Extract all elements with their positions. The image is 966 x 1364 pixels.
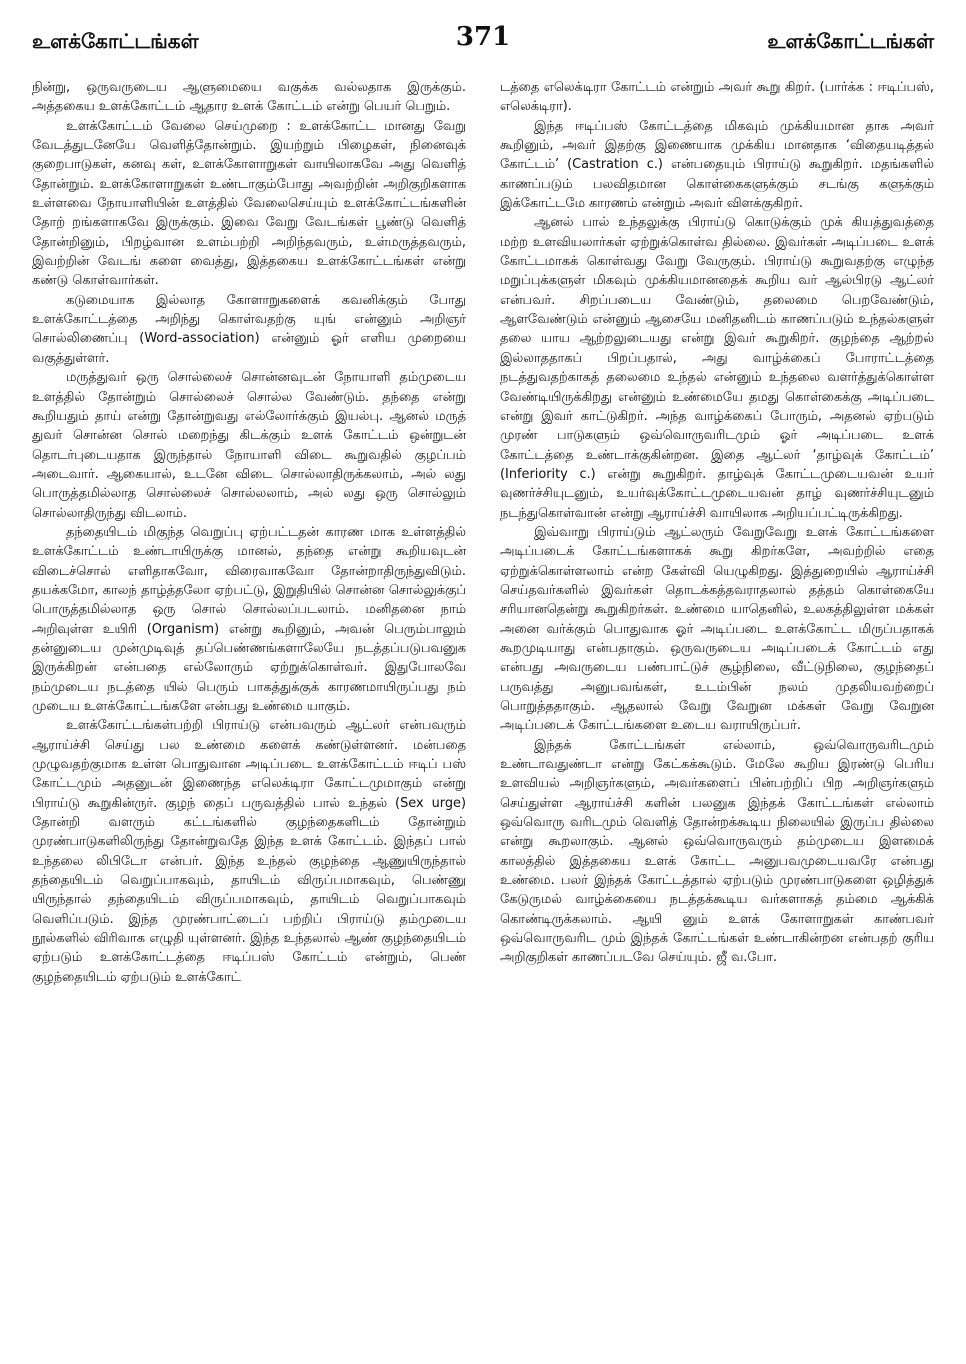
- paragraph: இவ்வாறு பிராய்டும் ஆட்லரும் வேறுவேறு உளக் கோட்டங்களை அடிப்படைக் கோட்டங்களாகக் கூறு கிறர்களே, அவற்றில் எதை ஏற்றுக்கொள்ளலாம் என்ற கேள்வி யெழுகிறது. இத்துறையில் ஆராய்ச்சி செய்தவர்களில் இவர்கள் தொடக்கத்தவராதலால் தத்தம் கொள்கையே சரியானதென்று கூறுகிறர்கள். உண்மை யாதெனில், உலகத்திலுள்ள மக்கள் அனை வர்க்கும் பொதுவாக ஓர் அடிப்படை உளக்கோட்ட மிருப்பதாகக் கூறமுடியாது என்பதாகும். ஒருவருடைய அடிப்படைக் கோட்டம் எது என்பது அவருடைய பண்பாட்டுச் சூழ்நிலை, வீட்டுநிலை, குழந்தைப் பருவத்து அனுபவங்கள், உடம்பின் நலம் முதலியவற்றைப் பொறுத்ததாகும். ஆதலால் வேறு வேறுன மக்கள் வேறு வேறுன அடிப்படைக் கோட்டங்களை உடைய வராயிருப்பர்.: [500, 524, 934, 734]
- paragraph: நின்று, ஒருவருடைய ஆளுமையை வகுக்க வல்லதாக இருக்கும். அத்தகைய உளக்கோட்டம் ஆதார உளக் கோட்டம் என்று பெயர் பெறும்.: [32, 80, 466, 115]
- paragraph: மருத்துவர் ஒரு சொல்லைச் சொன்னவுடன் நோயாளி தம்முடைய உளத்தில் தோன்றும் சொல்லைச் சொல்ல வேண்டும். தந்தை என்று கூறியதும் தாய் என்று தோன்றுவது எல்லோர்க்கும் இயல்பு. ஆனல் மருத் துவர் சொன்ன சொல் மறைந்து கிடக்கும் உளக் கோட்டம் ஒன்றுடன் தொடர்புடையதாக இருந்தால் நோயாளி விடை கூறுவதில் குழப்பம் அடைவார். ஆகையால், உடனே விடை சொல்லாதிருக்கலாம், அல் லது பொருத்தமில்லாத சொல்லைச் சொல்லலாம், அல் லது ஒரு சொல்லும் சொல்லாதிருந்து விடலாம்.: [32, 370, 466, 521]
- paragraph: ஆனல் பால் உந்தலுக்கு பிராய்டு கொடுக்கும் முக் கியத்துவத்தை மற்ற உளவியலார்கள் ஏற்றுக்கொள்வ தில்லை. இவர்கள் அடிப்படை உளக் கோட்டமாகக் கொள்வது வேறு வேருகும். பிராய்டு கூறுவதற்கு எழுந்த மறுப்புக்களுள் மிகவும் முக்கியமானதைக் கூறிய வர் ஆல்பிரடு ஆட்லர் என்பவர். சிறப்படைய வேண்டும், தலைமை பெறவேண்டும், ஆளவேண்டும் என்னும் ஆசையே மனிதனிடம் காணப்படும் உந்தல்களுள் தலை யாய ஆற்றலுடையது என்று இவர் கூறுகிறர். குழந்தை ஆற்றல் இல்லாததாகப் பிறப்பதால், அது வாழ்க்கைப் போராட்டத்தை நடத்துவதற்காகத் தலைமை உந்தல் என்னும் உந்தலை வளர்த்துக்கொள்ள வேண்டியிருக்கிறது என்னும் உண்மையே தமது கொள்கைக்கு அடிப்படை என்று இவர் காட்டுகிறர். அந்த வாழ்க்கைப் போரும், அதனல் ஏற்படும் முரண் பாடுகளும் ஒவ்வொருவரிடமும் ஓர் அடிப்படை உளக் கோட்டத்தை உண்டாக்குகின்றன. இதை ஆட்லர் ‘தாழ்வுக் கோட்டம்’ (Inferiority c.) என்று கூறுகிறர். தாழ்வுக் கோட்டமுடையவன் உயர் வுணர்ச்சியுடனும், உயர்வுக்கோட்டமுடையவன் தாழ் வுணர்ச்சியுடனும் நடந்துகொள்வான் என்று ஆராய்ச்சி வாயிலாக அறியப்பட்டிருக்கிறது.: [500, 215, 934, 521]
- paragraph: இந்தக் கோட்டங்கள் எல்லாம், ஒவ்வொருவரிடமும் உண்டாவதுண்டா என்று கேட்கக்கூடும். மேலே கூறிய இரண்டு பெரிய உளவியல் அறிஞர்களும், அவர்களைப் பின்பற்றிப் பிற அறிஞர்களும் செய்துள்ள ஆராய்ச்சி களின் பலனுக இந்தக் கோட்டங்கள் எல்லாம் ஒவ்வொரு வரிடமும் வெளித் தோன்றக்கூடிய நிலையில் இருப்ப தில்லை என்று கூறலாகும். ஆனல் ஒவ்வொருவரும் தம்முடைய இளமைக் காலத்தில் இத்தகைய உளக் கோட்ட அனுபவமுடையவரே என்பது உண்மை. பலர் இந்தக் கோட்டத்தால் ஏற்படும் முரண்பாடுகளை ஒழித்துக் கேடுருமல் வாழ்க்கையை நடத்தக்கூடிய வர்களாகத் தம்மை ஆக்கிக் கொண்டிருக்கலாம். ஆயி னும் உளக் கோளாறுகள் காண்பவர் ஒவ்வொருவரிட மும் இந்தக் கோட்டங்கள் உண்டாகின்றன என்பதற் குரிய அறிகுறிகள் காணப்படவே செய்யும். ஜீ வ.போ.: [500, 737, 934, 966]
- paragraph: டத்தை எலெக்டிரா கோட்டம் என்றும் அவர் கூறு கிறர். (பார்க்க : ஈடிப்பஸ், எலெக்டிரா).: [500, 80, 934, 115]
- left-column: [32, 78, 466, 1350]
- paragraph: தந்தையிடம் மிகுந்த வெறுப்பு ஏற்பட்டதன் காரண மாக உள்ளத்தில் உளக்கோட்டம் உண்டாயிருக்கு மானல், தந்தை என்று கூறியவுடன் விடைச்சொல் எளிதாகவோ, விரைவாகவோ தோன்றாதிருந்துவிடும். தயக்கமோ, காலந் தாழ்த்தலோ ஏற்பட்டு, இறுதியில் சொன்ன சொல்லுக்குப் பொருத்தமில்லாத ஒரு சொல் சொல்லப்படலாம். மனிதனை நாம் அறிவுள்ள உயிரி (Organism) என்று கூறினும், அவன் பெரும்பாலும் தன்னுடைய முன்முடிவுத் தப்பெண்ணங்களாலேயே நடத்தப்படுபவனுக இருக்கிறன் என்பதை எல்லோரும் ஏற்றுக்கொள்வர். இதுபோலவே நம்முடைய நடத்தை யில் பெரும் பாகத்துக்குக் காரணமாயிருப்பது நம் முடைய உளக்கோட்டங்களே என்பது உண்மை யாகும்.: [32, 524, 466, 714]
- paragraph: கடுமையாக இல்லாத கோளாறுகளைக் கவனிக்கும் போது உளக்கோட்டத்தை அறிந்து கொள்வதற்கு யுங் என்னும் அறிஞர் சொல்லிணைப்பு (Word-association) என்னும் ஓர் எளிய முறையை வகுத்துள்ளர்.: [32, 292, 466, 366]
- page-number: 371: [455, 22, 511, 52]
- paragraph: இந்த ஈடிப்பஸ் கோட்டத்தை மிகவும் முக்கியமான தாக அவர் கூறினும், அவர் இதற்கு இணையாக முக்கிய மானதாக ‘விதையடித்தல் கோட்டம்’ (Castration c.) என்பதையும் பிராய்டு கூறுகிறர். மதங்களில் காணப்படும் பலவிதமான கொள்கைகளுக்கும் சடங்கு களுக்கும் இக்கோட்டமே காரணம் என்றும் அவர் விளக்குகிறர்.: [500, 118, 934, 212]
- running-header-right: உளக்கோட்டங்கள்: [767, 29, 934, 53]
- right-column: [500, 78, 934, 1350]
- running-header-left: உளக்கோட்டங்கள்: [32, 29, 199, 53]
- paragraph: உளக்கோட்டம் வேலை செய்முறை : உளக்கோட்ட மானது வேறு வேடத்துடனேயே வெளித்தோன்றும். இயற்றும் பிழைகள், நினைவுக் குறைபாடுகள், கனவு கள், உளக்கோளாறுகள் வாயிலாகவே அது வெளித் தோன்றும். உளக்கோளாறுகள் உண்டாகும்போது அவற்றின் அறிகுறிகளாக உள்ளவை நோயாளியின் உளத்தில் வேலைசெய்யும் உளக்கோட்டங்களின் தோற் றங்களாகவே இருக்கும். இவை வேறு வேடங்கள் பூண்டு வெளித் தோன்றினும், பிறழ்வான உளம்பற்றி அறிந்தவரும், உள்மருத்தவரும், இவற்றின் வேடங் களை வைத்து, இத்தகைய உளக்கோட்டங்கள் என்று கண்டு கொள்வார்கள்.: [32, 118, 466, 289]
- paragraph: உளக்கோட்டங்கள்பற்றி பிராய்டு என்பவரும் ஆட்லர் என்பவரும் ஆராய்ச்சி செய்து பல உண்மை களைக் கண்டுள்ளனர். மன்பதை முழுவதற்குமாக உள்ள பொதுவான அடிப்படை உளக்கோட்டம் ஈடிப் பஸ் கோட்டமும் அதனுடன் இணைந்த எலெக்டிரா கோட்டமுமாகும் என்று பிராய்டு கூறுகின்ருர். குழந் தைப் பருவத்தில் பால் உந்தல் (Sex urge) தோன்றி வளரும் கட்டங்களில் குழந்தைகளிடம் தோன்றும் முரண்பாடுகளிலிருந்து தோன்றுவதே இந்த உளக் கோட்டம். இந்தப் பால் உந்தலை லிபிடோ என்பர். இந்த உந்தல் குழந்தை ஆணுயிருந்தால் தந்தையிடம் வெறுப்பாகவும், தாயிடம் விருப்பமாகவும், பெண்ணு யிருந்தால் தந்தையிடம் விருப்பமாகவும், தாயிடம் வெறுப்பாகவும் வெளிப்படும். இந்த முரண்பாட்டைப் பற்றிப் பிராய்டு தம்முடைய நூல்களில் விரிவாக எழுதி யுள்ளனர். இந்த உந்தலால் ஆண் குழந்தையிடம் ஏற்படும் உளக்கோட்டத்தை ஈடிப்பஸ் கோட்டம் என்றும், பெண் குழந்தையிடம் ஏற்படும் உளக்கோட்: [32, 718, 466, 985]
